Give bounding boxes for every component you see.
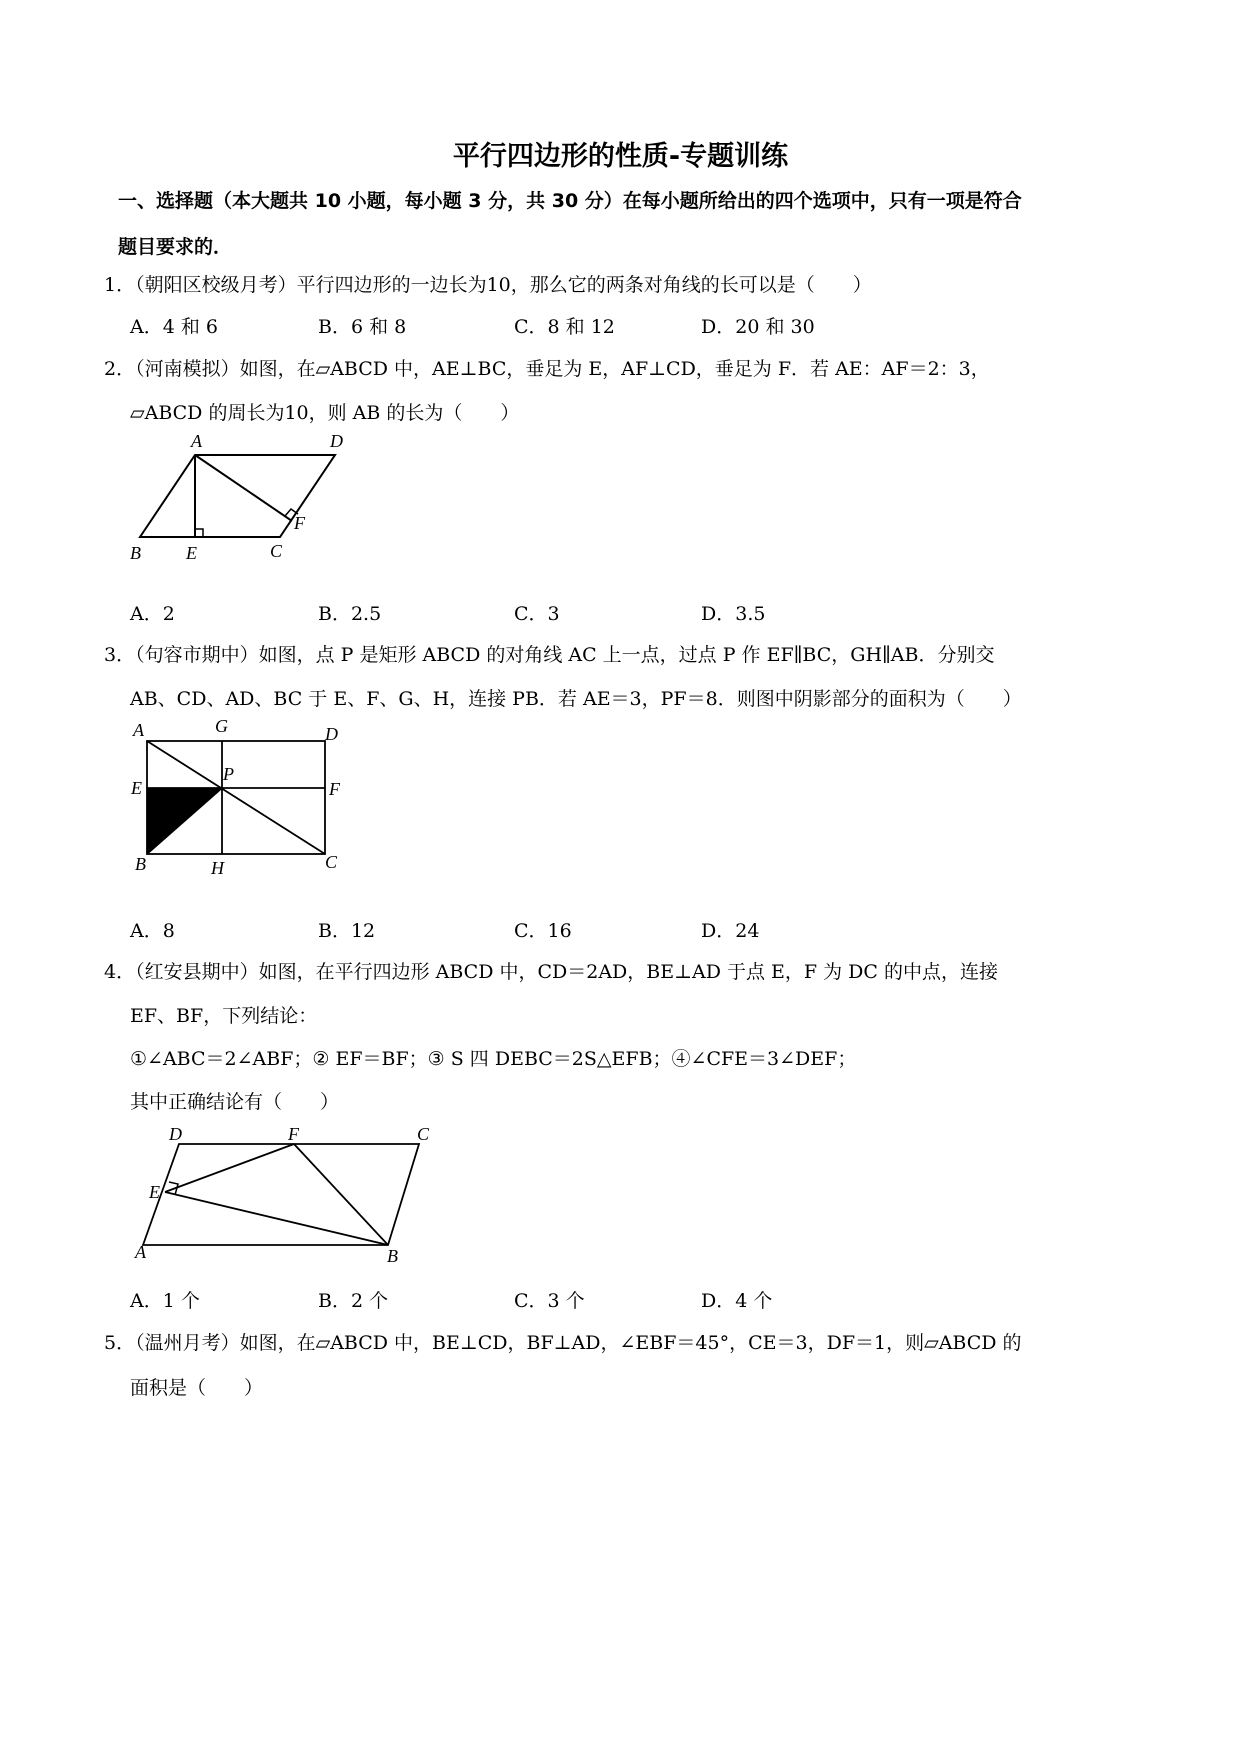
q4-line-2: EF、BF，下列结论： — [130, 1005, 318, 1027]
q4-option-d: D．4 个 — [701, 1290, 773, 1312]
q3-label-b: B — [135, 854, 146, 874]
q4-option-c: C．3 个 — [514, 1290, 585, 1312]
q4-line-eb — [165, 1192, 388, 1245]
q2-option-a: A．2 — [130, 603, 175, 625]
q2-label-a: A — [191, 431, 202, 451]
q1-line-1: 1．（朝阳区校级月考）平行四边形的一边长为10，那么它的两条对角线的长可以是（ ） — [104, 274, 872, 296]
q3-option-c: C．16 — [514, 920, 572, 942]
q3-label-f: F — [329, 779, 340, 799]
q4-label-c: C — [417, 1124, 430, 1144]
q4-option-a: A．1 个 — [130, 1290, 200, 1312]
q2-label-b: B — [130, 543, 141, 563]
q2-option-b: B．2.5 — [318, 603, 382, 625]
q3-option-b: B．12 — [318, 920, 376, 942]
q3-label-p: P — [223, 764, 234, 784]
q3-figure — [125, 712, 355, 882]
q3-label-e: E — [131, 778, 142, 798]
q5-line-2: 面积是（ ） — [130, 1377, 264, 1399]
q3-line-2: AB、CD、AD、BC 于 E、F、G、H，连接 PB．若 AE＝3，PF＝8．则图中阴影部分的面积为（ ） — [130, 688, 1022, 710]
q4-label-d: D — [169, 1124, 182, 1144]
q2-label-d: D — [330, 431, 343, 451]
q2-figure — [120, 425, 360, 570]
q3-option-d: D．24 — [701, 920, 760, 942]
q4-line-1: 4．（红安县期中）如图，在平行四边形 ABCD 中，CD＝2AD，BE⊥AD 于点 E，F 为 DC 的中点，连接 — [104, 961, 998, 983]
q4-option-b: B．2 个 — [318, 1290, 389, 1312]
q2-option-c: C．3 — [514, 603, 560, 625]
q4-line-ef — [165, 1144, 294, 1192]
q2-right-angle-e — [195, 529, 203, 537]
q1-option-c: C．8 和 12 — [514, 316, 615, 338]
q2-label-e: E — [186, 543, 197, 563]
q3-option-a: A．8 — [130, 920, 175, 942]
q2-line-2: ▱ABCD 的周长为10，则 AB 的长为（ ） — [130, 402, 520, 424]
q4-label-f: F — [288, 1124, 299, 1144]
section-heading-line-1: 一、选择题（本大题共 10 小题，每小题 3 分，共 30 分）在每小题所给出的四个选项中，只有一项是符合 — [118, 190, 1022, 212]
q2-label-c: C — [270, 541, 283, 561]
q2-parallelogram — [140, 455, 335, 537]
page-title: 平行四边形的性质-专题训练 — [452, 141, 789, 172]
q2-option-d: D．3.5 — [701, 603, 766, 625]
q4-parallelogram — [143, 1144, 419, 1245]
q3-label-d: D — [325, 724, 338, 744]
q4-line-fb — [294, 1144, 388, 1245]
q1-option-b: B．6 和 8 — [318, 316, 407, 338]
q2-altitude-af — [195, 455, 292, 521]
q4-figure — [125, 1118, 455, 1268]
q1-option-d: D．20 和 30 — [701, 316, 815, 338]
q3-label-c: C — [325, 852, 338, 872]
q2-label-f: F — [294, 513, 305, 533]
q4-line-3: ①∠ABC＝2∠ABF；② EF＝BF；③ S 四 DEBC＝2S△EFB；④∠CFE＝3∠DEF； — [130, 1048, 857, 1070]
q5-line-1: 5．（温州月考）如图，在▱ABCD 中，BE⊥CD，BF⊥AD，∠EBF＝45°，CE＝3，DF＝1，则▱ABCD 的 — [104, 1332, 1022, 1354]
q3-label-h: H — [211, 858, 224, 878]
q4-label-e: E — [149, 1182, 160, 1202]
q3-label-g: G — [215, 716, 228, 736]
q2-line-1: 2．（河南模拟）如图，在▱ABCD 中，AE⊥BC，垂足为 E，AF⊥CD，垂足为 F．若 AE：AF＝2：3， — [104, 358, 990, 380]
q4-label-b: B — [387, 1246, 398, 1266]
q3-label-a: A — [133, 720, 144, 740]
q1-option-a: A．4 和 6 — [130, 316, 218, 338]
q4-label-a: A — [135, 1242, 146, 1262]
q4-line-4: 其中正确结论有（ ） — [130, 1091, 340, 1113]
q3-line-1: 3．（句容市期中）如图，点 P 是矩形 ABCD 的对角线 AC 上一点，过点 P 作 EF∥BC，GH∥AB．分别交 — [104, 644, 995, 666]
section-heading-line-2: 题目要求的． — [118, 236, 233, 258]
